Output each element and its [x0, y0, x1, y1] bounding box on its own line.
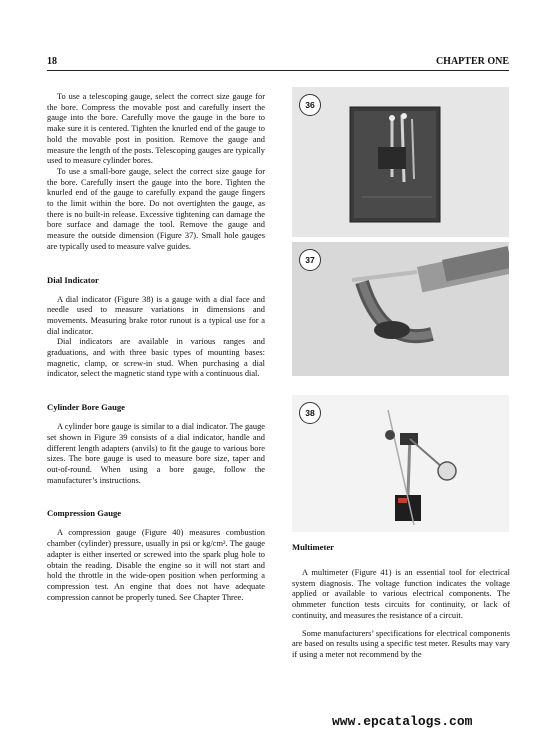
paragraph-bore-gauge: A cylinder bore gauge is similar to a dial indicator. The gauge set shown in Figure 39 consists of a dial indicator, handle and different length adapters (anvils) to fit the gauge to various bore sizes. The bore gauge is used to measure bore size, taper and out-of-round. When using a bore gauge, follow the manufacturer’s instructions.: [47, 422, 265, 485]
page-header: [47, 56, 509, 70]
paragraph-telescoping: To use a telescoping gauge, select the correct size gauge for the bore. Compress the movable post and carefully insert the gauge into the bore. Carefully move the gauge in the bore to make sure it is centered. Tighten the knurled end of the gauge to hold the movable post in position. Remove the gauge and measure the length of the posts. Telescoping gauges are typically used to measure cylinder bores.: [47, 92, 265, 166]
figure-label: 38: [299, 402, 321, 424]
watermark: www.epcatalogs.com: [332, 714, 473, 729]
header-rule: [47, 70, 509, 71]
figure-37: [292, 242, 509, 376]
page-number: 18: [47, 56, 57, 67]
paragraph-compression: A compression gauge (Figure 40) measures combustion chamber (cylinder) pressure, usually in psi or kg/cm². The gauge adapter is either inserted or screwed into the spark plug hole to obtain the reading. Disable the engine so it will not start and hold the throttle in the wide-open position when performing a compression test. An engine that does not have adequate compression cannot be properly tuned. See Chapter Three.: [47, 528, 265, 602]
chapter-title: CHAPTER ONE: [435, 56, 509, 67]
figure-36: [292, 87, 509, 237]
dial-indicator-stand-photo: [292, 395, 509, 532]
paragraph-multimeter-1: A multimeter (Figure 41) is an essential tool for electrical system diagnosis. The voltage function indicates the voltage applied or available to various electrical components. The ohmmeter function tests circuits for continuity, or lack of continuity, and measures the resistance of a circuit.: [292, 568, 510, 620]
heading-multimeter: Multimeter: [292, 542, 334, 552]
left-column: [47, 92, 265, 603]
figure-38: [292, 395, 509, 532]
figure-label: 36: [299, 94, 321, 116]
paragraph-dial-1: A dial indicator (Figure 38) is a gauge with a dial face and needle used to measure variations in dimensions and movements. Measuring brake rotor runout is a typical use for a dial indicator.: [47, 294, 265, 336]
figure-label: 37: [299, 249, 321, 271]
right-column: [292, 542, 510, 661]
paragraph-dial-2: Dial indicators are available in various ranges and graduations, and with three basic types of mounting bases: magnetic, clamp, or screw-in stud. When purchasing a dial indicator, select the magnetic stand type with a continuous dial.: [47, 337, 265, 379]
paragraph-multimeter-2: Some manufacturers’ specifications for electrical components are based on results using a specific test meter. Results may vary if using a meter not recommend by the: [292, 628, 510, 659]
heading-dial-indicator: Dial Indicator: [47, 274, 99, 285]
small-bore-gauge-set-photo: [292, 87, 509, 237]
heading-compression-gauge: Compression Gauge: [47, 508, 122, 519]
paragraph-small-bore: To use a small-bore gauge, select the correct size gauge for the bore. Carefully insert the gauge into the bore. Tighten the knurled end of the gauge to carefully expand the gauge fingers to the limit within the bore. Do not overtighten the gauge, as there is no built-in release. Excessive tightening can damage the bore surface and damage the tool. Remove the gauge and measure the outside dimension (Figure 37). Small hole gauges are typically used to measure valve guides.: [47, 166, 265, 251]
heading-cylinder-bore-gauge: Cylinder Bore Gauge: [47, 402, 125, 413]
micrometer-photo: [292, 242, 509, 376]
